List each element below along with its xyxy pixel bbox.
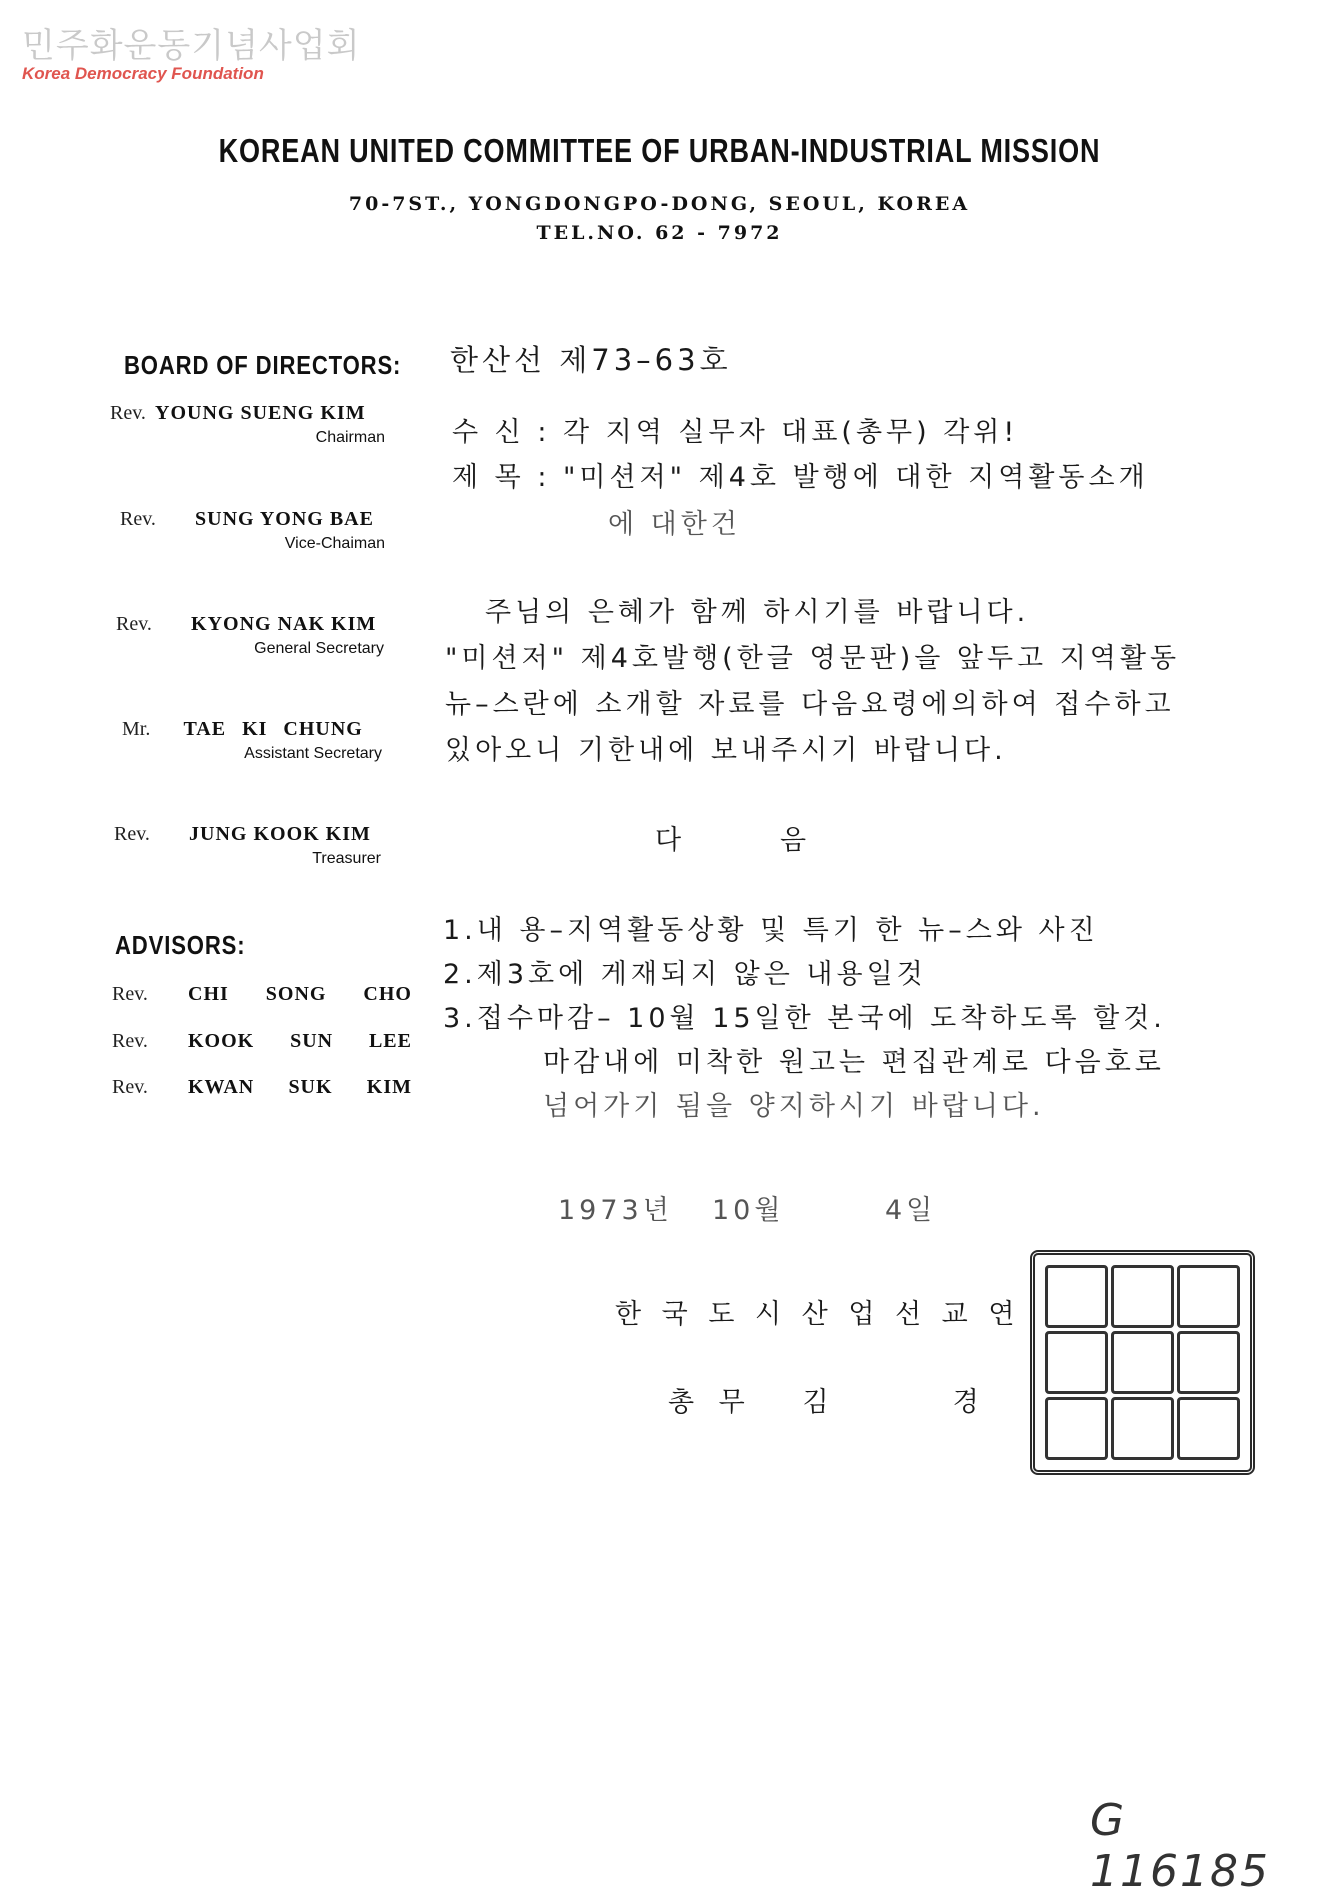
member-title: Rev. [120, 508, 156, 530]
member-title: Rev. [116, 613, 152, 635]
advisor-name: KOOK SUN LEE [188, 1030, 412, 1052]
member-role: General Secretary [254, 640, 384, 657]
seal-pattern [1045, 1265, 1240, 1460]
member-role: Assistant Secretary [244, 745, 382, 762]
board-member [114, 823, 414, 868]
subject-line-continued: 에 대한건 [608, 509, 741, 540]
advisor-row [112, 1030, 412, 1053]
organization-title: KOREAN UNITED COMMITTEE OF URBAN-INDUSTRIAL MISSION [218, 132, 1101, 169]
advisor-row [112, 1076, 412, 1099]
board-member [110, 402, 410, 447]
item-line: 1.내 용–지역활동상황 및 특기 한 뉴–스와 사진 [443, 915, 1099, 946]
board-heading: BOARD OF DIRECTORS: [124, 350, 402, 380]
advisors-heading: ADVISORS: [115, 930, 246, 960]
date-year: 1973년 [558, 1195, 673, 1226]
item-line: 2.제3호에 게재되지 않은 내용일것 [443, 959, 927, 990]
board-member [116, 613, 416, 658]
member-name: KYONG NAK KIM [191, 613, 377, 635]
advisor-row [112, 983, 412, 1006]
member-name: TAE KI CHUNG [183, 718, 363, 740]
advisor-title: Rev. [112, 1076, 148, 1098]
item-line: 마감내에 미착한 원고는 편집관계로 다음호로 [543, 1047, 1165, 1078]
member-role: Treasurer [312, 850, 381, 867]
body-line: 있아오니 기한내에 보내주시기 바랍니다. [445, 735, 1007, 766]
body-line: 뉴–스란에 소개할 자료를 다음요령에의하여 접수하고 [445, 689, 1175, 720]
following-label-1: 다 [655, 825, 686, 856]
sender-organization: 한 국 도 시 산 업 선 교 연 [615, 1299, 1021, 1330]
member-title: Rev. [114, 823, 150, 845]
item-line: 넘어가기 됨을 양지하시기 바랍니다. [543, 1091, 1045, 1122]
board-member [120, 508, 420, 553]
watermark-english: Korea Democracy Foundation [22, 64, 264, 83]
watermark-korean: 민주화운동기념사업회 [22, 26, 361, 66]
date-day: 4일 [885, 1195, 937, 1226]
recipient-line: 수 신 : 각 지역 실무자 대표(총무) 각위! [452, 417, 1019, 448]
official-seal-stamp [1030, 1250, 1255, 1475]
member-name: JUNG KOOK KIM [189, 823, 371, 845]
member-name: SUNG YONG BAE [195, 508, 374, 530]
item-line: 3.접수마감– 10월 15일한 본국에 도착하도록 할것. [443, 1003, 1166, 1034]
member-role: Vice-Chaiman [284, 535, 385, 552]
handwritten-file-mark: G 116185 [1090, 1795, 1270, 1897]
advisor-name: CHI SONG CHO [188, 983, 412, 1005]
sender-name: 총 무 김 경 [668, 1387, 987, 1418]
organization-address: 70-7ST., YONGDONGPO-DONG, SEOUL, KOREA [348, 193, 971, 215]
body-line: 주님의 은혜가 함께 하시기를 바랍니다. [485, 597, 1030, 628]
advisor-name: KWAN SUK KIM [188, 1076, 412, 1098]
following-label-2: 음 [780, 825, 811, 856]
body-line: "미션저" 제4호발행(한글 영문판)을 앞두고 지역활동 [445, 643, 1181, 674]
board-member [122, 718, 422, 763]
advisor-title: Rev. [112, 1030, 148, 1052]
organization-telephone: TEL.NO. 62 - 7972 [536, 222, 783, 244]
advisor-title: Rev. [112, 983, 148, 1005]
member-role: Chairman [315, 429, 385, 446]
subject-line: 제 목 : "미션저" 제4호 발행에 대한 지역활동소개 [452, 462, 1149, 493]
document-reference: 한산선 제73–63호 [450, 343, 732, 377]
member-title: Rev. [110, 402, 146, 424]
date-month: 10월 [712, 1195, 785, 1226]
member-name: YOUNG SUENG KIM [155, 402, 366, 424]
member-title: Mr. [122, 718, 151, 740]
